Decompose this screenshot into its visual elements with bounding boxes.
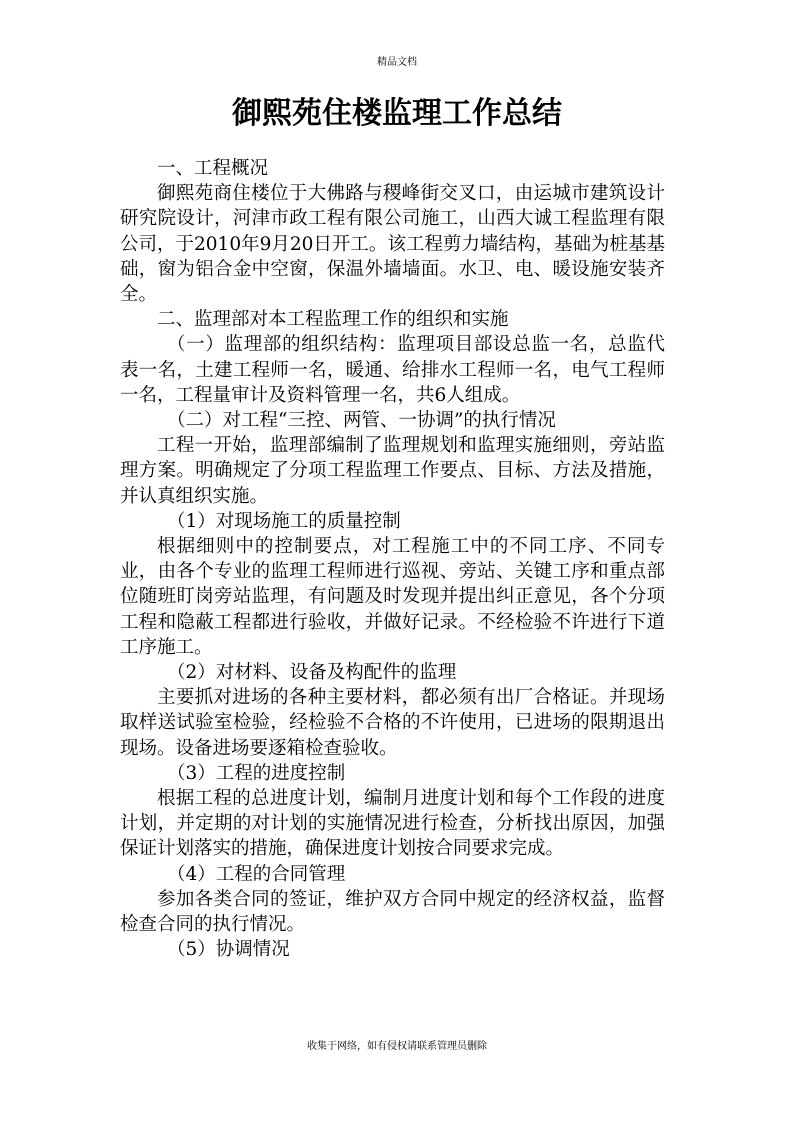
subheading-coordination: （5）协调情况 [167,939,290,961]
section-heading-project-overview: 一、工程概况 [157,158,269,179]
page-header-mark: 精品文档 [377,57,417,68]
paragraph-organization-structure: （一）监理部的组织结构：监理项目部设总监一名，总监代表一名，土建工程师一名，暖通、给排水工程师一名，电气工程师一名，工程量审计及资料管理一名，共6人组成。 [120,334,665,406]
document-body [120,156,665,963]
document-title: 御熙苑住楼监理工作总结 [232,96,562,131]
subheading-contract-management: （4）工程的合同管理 [167,863,346,885]
paragraph-schedule-control: 根据工程的总进度计划，编制月进度计划和每个工作段的进度计划，并定期的对计划的实施情况进行检查，分析找出原因，加强保证计划落实的措施，确保进度计划按合同要求完成。 [120,788,665,860]
page-footer-note: 收集于网络，如有侵权请联系管理员删除 [307,1041,487,1052]
paragraph-materials: 主要抓对进场的各种主要材料，都必须有出厂合格证。并现场取样送试验室检验，经检验不合格的不许使用，已进场的限期退出现场。设备进场要逐箱检查验收。 [120,687,665,759]
subheading-three-controls: （二）对工程“三控、两管、一协调”的执行情况 [167,410,556,432]
section-heading-organization: 二、监理部对本工程监理工作的组织和实施 [157,309,509,331]
subheading-materials: （2）对材料、设备及构配件的监理 [167,662,457,684]
subheading-schedule-control: （3）工程的进度控制 [167,762,346,784]
subheading-quality-control: （1）对现场施工的质量控制 [167,510,401,532]
paragraph-contract-management: 参加各类合同的签证，维护双方合同中规定的经济权益，监督检查合同的执行情况。 [120,888,665,936]
paragraph-quality-control: 根据细则中的控制要点，对工程施工中的不同工序、不同专业，由各个专业的监理工程师进行巡视、旁站、关键工序和重点部位随班盯岗旁站监理，有问题及时发现并提出纠正意见，各个分项工程和隐蔽工程都进行验收，并做好记录。不经检验不许进行下道工序施工。 [120,536,665,658]
paragraph-project-overview: 御熙苑商住楼位于大佛路与稷峰街交叉口，由运城市建筑设计研究院设计，河津市政工程有限公司施工，山西大诚工程监理有限公司，于2010年9月20日开工。该工程剪力墙结构，基础为桩基基础，窗为铝合金中空窗，保温外墙墙面。水卫、电、暖设施安装齐全。 [120,183,665,306]
paragraph-supervision-plan: 工程一开始，监理部编制了监理规划和监理实施细则，旁站监理方案。明确规定了分项工程监理工作要点、目标、方法及措施，并认真组织实施。 [120,435,665,507]
